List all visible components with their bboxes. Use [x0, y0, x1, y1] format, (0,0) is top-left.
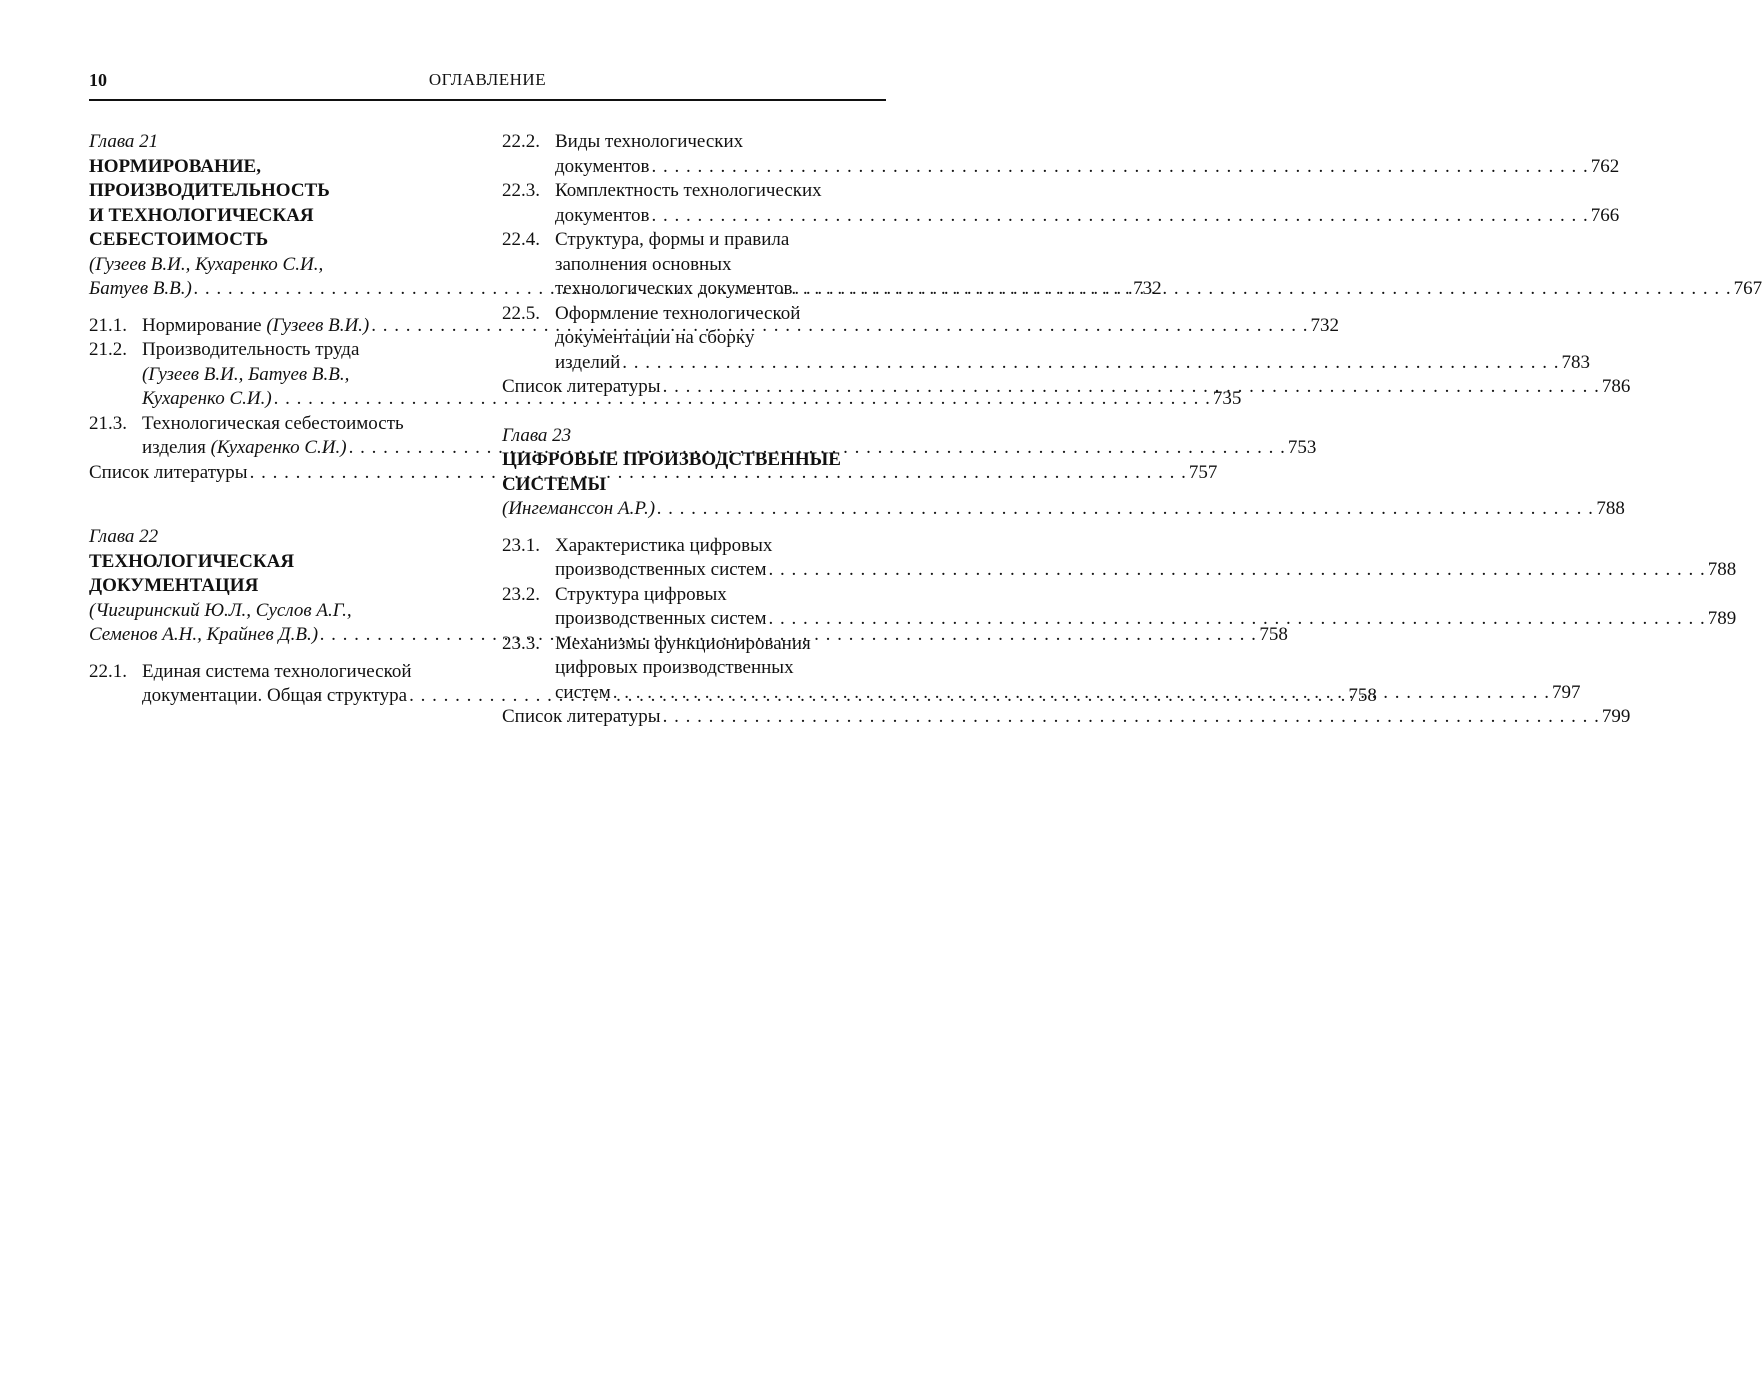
- chapter-authors: (Чигиринский Ю.Л., Суслов А.Г.,: [89, 599, 352, 621]
- section-title: технологических документов: [555, 278, 793, 299]
- section-number: 22.1.: [89, 660, 127, 682]
- section-number: 22.2.: [502, 131, 540, 152]
- header-rule: [89, 99, 886, 101]
- section-title: цифровых производственных: [555, 657, 794, 678]
- toc-entry-22-3[interactable]: [502, 179, 1620, 228]
- toc-entry-22-2[interactable]: [502, 130, 1620, 179]
- section-number: 22.5.: [502, 302, 540, 324]
- page-ref: 799: [1601, 706, 1631, 727]
- section-title: документов: [555, 204, 650, 226]
- references-title: Список литературы: [502, 376, 661, 397]
- section-author: (Кухаренко С.И.): [210, 437, 347, 458]
- dot-leader: [794, 277, 1731, 302]
- section-number: 23.2.: [502, 583, 540, 605]
- section-number: 23.1.: [502, 534, 540, 556]
- dot-leader: [613, 681, 1550, 706]
- dot-leader: [663, 705, 1600, 730]
- section-title: Характеристика цифровых: [555, 534, 773, 556]
- section-number: 22.3.: [502, 180, 540, 201]
- chapter-authors-text: Батуев В.В.): [89, 278, 192, 299]
- section-title: Комплектность технологических: [555, 180, 822, 201]
- page-ref: 735: [1212, 388, 1242, 409]
- page-ref: 758: [1348, 685, 1377, 706]
- section-title: Оформление технологической: [555, 302, 801, 324]
- page-ref: 757: [1188, 461, 1218, 483]
- section-author: (Гузеев В.И., Батуев В.В.,: [142, 363, 350, 385]
- chapter-authors-text: (Ингеманссон А.Р.): [502, 498, 656, 519]
- section-title: Единая система технологической: [142, 660, 412, 682]
- running-title: ОГЛАВЛЕНИЕ: [428, 70, 547, 89]
- page-ref: 789: [1707, 608, 1737, 629]
- page-ref: 783: [1561, 351, 1590, 373]
- section-title: Структура цифровых: [555, 583, 727, 605]
- section-title: изделия: [142, 437, 211, 458]
- section-title: Структура, формы и правила: [555, 229, 790, 250]
- references-title: Список литературы: [89, 461, 248, 483]
- chapter-label: Глава 22: [89, 526, 159, 547]
- chapter-title-line: СЕБЕСТОИМОСТЬ: [89, 229, 269, 250]
- dot-leader: [622, 351, 1559, 376]
- section-title: изделий: [555, 351, 621, 373]
- section-author: Кухаренко С.И.): [142, 388, 272, 409]
- section-title: Технологическая себестоимость: [142, 412, 404, 434]
- running-head: [89, 70, 886, 94]
- page-ref: 797: [1552, 681, 1581, 703]
- page-ref: 786: [1601, 376, 1631, 397]
- section-number: 21.2.: [89, 339, 127, 360]
- section-title: заполнения основных: [555, 253, 732, 275]
- chapter-authors-entry[interactable]: [502, 497, 1625, 522]
- section-number: 21.3.: [89, 412, 127, 434]
- toc-entry-references-23[interactable]: [502, 705, 1631, 730]
- dot-leader: [652, 155, 1589, 180]
- chapter-title-line: НОРМИРОВАНИЕ,: [89, 155, 261, 177]
- page-ref: 732: [1133, 278, 1162, 299]
- page-ref: 767: [1733, 278, 1762, 299]
- section-title: документации на сборку: [555, 327, 755, 348]
- dot-leader: [768, 558, 1705, 583]
- toc-entry-23-2[interactable]: [502, 583, 1737, 632]
- references-title: Список литературы: [502, 706, 661, 727]
- page-number: 10: [89, 70, 107, 90]
- page-ref: 732: [1310, 314, 1339, 336]
- chapter-label: Глава 23: [502, 424, 572, 446]
- section-number: 23.3.: [502, 632, 540, 654]
- chapter-title-line: И ТЕХНОЛОГИЧЕСКАЯ: [89, 204, 314, 226]
- page-ref: 788: [1596, 498, 1625, 519]
- toc-entry-23-1[interactable]: [502, 534, 1737, 583]
- section-title: систем: [555, 681, 611, 703]
- section-number: 21.1.: [89, 314, 127, 336]
- page-ref: 766: [1590, 204, 1620, 226]
- chapter-authors-text: Семенов А.Н., Крайнев Д.В.): [89, 624, 319, 645]
- section-title: производственных систем: [555, 608, 767, 629]
- section-title: Механизмы функционирования: [555, 632, 811, 654]
- section-number: 22.4.: [502, 229, 540, 250]
- section-title: производственных систем: [555, 559, 767, 580]
- chapter-authors: (Гузеев В.И., Кухаренко С.И.,: [89, 253, 324, 275]
- section-title: Производительность труда: [142, 339, 360, 360]
- section-title: Виды технологических: [555, 131, 744, 152]
- dot-leader: [663, 375, 1600, 400]
- section-author: (Гузеев В.И.): [266, 314, 370, 336]
- chapter-title-line: ПРОИЗВОДИТЕЛЬНОСТЬ: [89, 180, 330, 201]
- chapter-title-line: ТЕХНОЛОГИЧЕСКАЯ: [89, 550, 295, 572]
- dot-leader: [768, 607, 1705, 632]
- page-ref: 788: [1707, 559, 1737, 580]
- section-title: документов: [555, 155, 650, 177]
- page-ref: 753: [1287, 437, 1317, 458]
- page-ref: 758: [1259, 624, 1288, 645]
- section-title: Нормирование: [142, 314, 267, 336]
- chapter-title-line: СИСТЕМЫ: [502, 473, 607, 495]
- page-ref: 762: [1590, 155, 1620, 177]
- dot-leader: [652, 204, 1589, 229]
- chapter-title-line: ДОКУМЕНТАЦИЯ: [89, 575, 259, 596]
- dot-leader: [657, 497, 1594, 522]
- chapter-label: Глава 21: [89, 131, 159, 152]
- section-title: документации. Общая структура: [142, 685, 408, 706]
- chapter-title-line: ЦИФРОВЫЕ ПРОИЗВОДСТВЕННЫЕ: [502, 449, 841, 470]
